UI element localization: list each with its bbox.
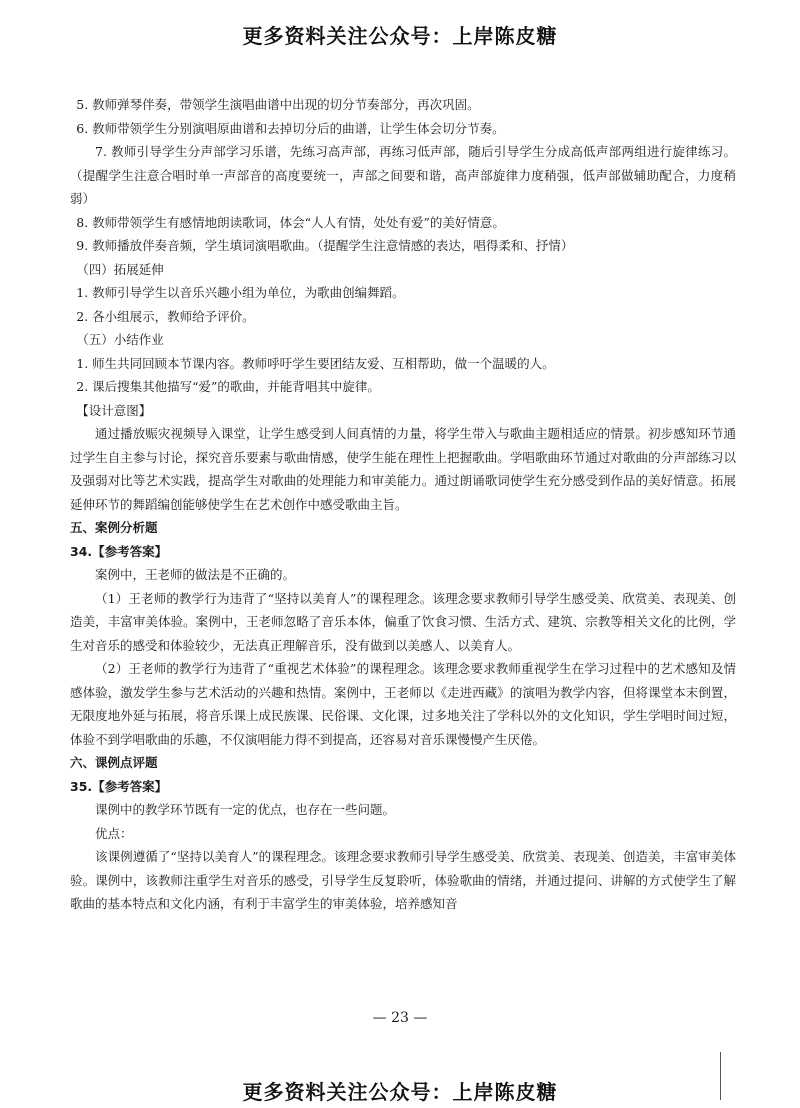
text-line: 该课例遵循了“坚持以美育人”的课程理念。该理念要求教师引导学生感受美、欣赏美、表现美、创造美，丰富审美体验。课例中，该教师注重学生对音乐的感受，引导学生反复聆听，体验歌曲的情绪，并通过提问、讲解的方式使学生了解歌曲的基本特点和文化内涵，有利于丰富学生的审美体验，培养感知音 <box>70 849 736 911</box>
document-body <box>70 93 736 916</box>
page-number: — 23 — <box>372 1010 428 1026</box>
top-banner: 更多资料关注公众号：上岸陈皮糖 <box>242 24 558 48</box>
text-line: （五）小结作业 <box>76 332 164 347</box>
text-line: 2. 课后搜集其他描写“爱”的歌曲，并能背唱其中旋律。 <box>76 379 380 394</box>
text-line: （1）王老师的教学行为违背了“坚持以美育人”的课程理念。该理念要求教师引导学生感受美、欣赏美、表现美、创造美，丰富审美体验。案例中，王老师忽略了音乐本体，偏重了饮食习惯、生活方式、建筑、宗教等相关文化的比例，学生对音乐的感受和体验较少，无法真正理解音乐，没有做到以美感人、以美育人。 <box>70 590 736 653</box>
text-line: 2. 各小组展示，教师给予评价。 <box>76 308 255 324</box>
text-line: （2）王老师的教学行为违背了“重视艺术体验”的课程理念。该理念要求教师重视学生在学习过程中的艺术感知及情感体验，激发学生参与艺术活动的兴趣和热情。案例中，王老师以《走进西藏》的演唱为教学内容，但将课堂本末倒置，无限度地外延与拓展，将音乐课上成民族课、民俗课、文化课，过多地关注了学科以外的文化知识，学生学唱时间过短，体验不到学唱歌曲的乐趣，不仅演唱能力得不到提高，还容易对音乐课慢慢产生厌倦。 <box>70 661 736 747</box>
scan-edge-line <box>720 1052 721 1100</box>
text-line: 1. 师生共同回顾本节课内容。教师呼吁学生要团结友爱、互相帮助，做一个温暖的人。 <box>76 355 555 371</box>
text-line: 5. 教师弹琴伴奏，带领学生演唱曲谱中出现的切分节奏部分，再次巩固。 <box>76 97 480 112</box>
text-line: 课例中的教学环节既有一定的优点，也存在一些问题。 <box>95 802 396 817</box>
text-line: 6. 教师带领学生分别演唱原曲谱和去掉切分后的曲谱，让学生体会切分节奏。 <box>76 120 505 136</box>
text-line: 8. 教师带领学生有感情地朗读歌词，体会“人人有情，处处有爱”的美好情意。 <box>76 214 505 230</box>
text-line: 9. 教师播放伴奏音频，学生填词演唱歌曲。（提醒学生注意情感的表达，唱得柔和、抒情） <box>76 238 574 253</box>
text-line: 通过播放赈灾视频导入课堂，让学生感受到人间真情的力量，将学生带入与歌曲主题相适应的情景。初步感知环节通过学生自主参与讨论，探究音乐要素与歌曲情感，使学生能在理性上把握歌曲。学唱歌曲环节通过对歌曲的分声部练习以及强弱对比等艺术实践，提高学生对歌曲的处理能力和审美能力。通过朗诵歌词使学生充分感受到作品的美好情意。拓展延伸环节的舞蹈编创能够使学生在艺术创作中感受歌曲主旨。 <box>70 426 736 512</box>
bottom-banner: 更多资料关注公众号：上岸陈皮糖 <box>242 1080 558 1104</box>
text-line: 1. 教师引导学生以音乐兴趣小组为单位，为歌曲创编舞蹈。 <box>76 285 405 300</box>
text-line: 案例中，王老师的做法是不正确的。 <box>95 567 296 582</box>
text-line: 优点： <box>95 825 133 841</box>
section-heading: 六、课例点评题 <box>70 755 158 770</box>
section-heading: 35.【参考答案】 <box>70 778 168 794</box>
section-heading: 五、案例分析题 <box>70 520 158 535</box>
text-line: 7. 教师引导学生分声部学习乐谱，先练习高声部，再练习低声部，随后引导学生分成高低声部两组进行旋律练习。（提醒学生注意合唱时单一声部音的高度要统一，声部之间要和谐，高声部旋律力度稍强，低声部做辅助配合，力度稍弱） <box>70 144 736 206</box>
text-line: 【设计意图】 <box>76 402 152 418</box>
text-line: （四）拓展延伸 <box>76 261 164 277</box>
section-heading: 34.【参考答案】 <box>70 543 168 559</box>
